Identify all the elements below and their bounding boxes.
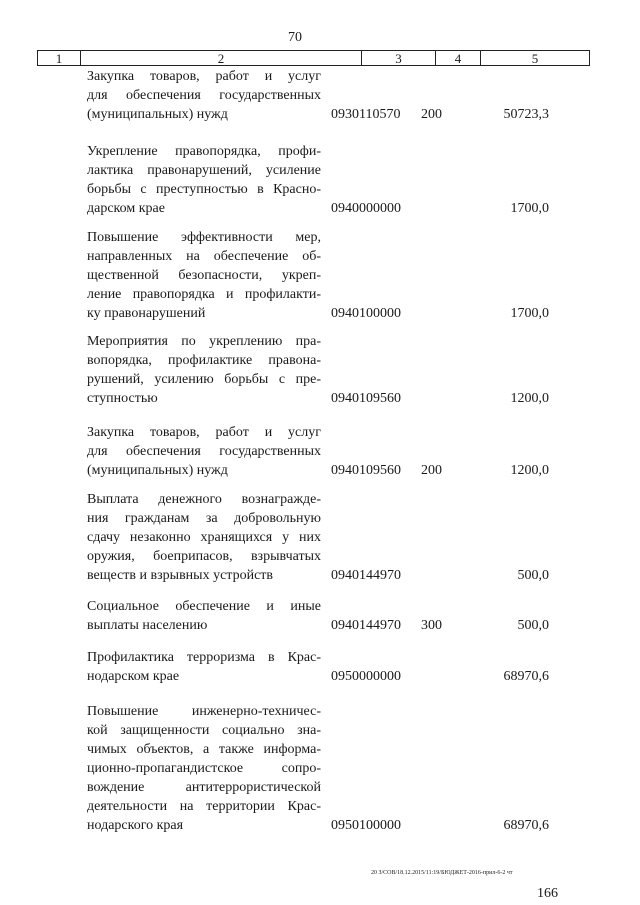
table-row xyxy=(87,490,567,585)
description-line: вопорядка, профилактике правона- xyxy=(87,353,321,368)
description-line: вождение антитеррористической xyxy=(87,780,321,795)
description-line: Социальное обеспечение и иные xyxy=(87,599,321,614)
description-line: деятельности на территории Крас- xyxy=(87,799,321,814)
description-line: выплаты населению xyxy=(87,618,208,633)
table-row xyxy=(87,67,567,124)
description-line: Укрепление правопорядка, профи- xyxy=(87,144,321,159)
sheet-number: 166 xyxy=(537,886,558,901)
description-line: ционно-пропагандистское сопро- xyxy=(87,761,321,776)
row-description xyxy=(87,648,321,686)
column-header-4: 4 xyxy=(436,51,481,65)
row-description xyxy=(87,67,321,124)
description-line: Повышение инженерно-техничес- xyxy=(87,704,321,719)
description-line: Закупка товаров, работ и услуг xyxy=(87,425,321,440)
row-amount: 1200,0 xyxy=(510,391,549,406)
description-line: дарском крае xyxy=(87,201,165,216)
description-line: Закупка товаров, работ и услуг xyxy=(87,69,321,84)
row-amount: 1700,0 xyxy=(510,201,549,216)
row-code: 0940109560 xyxy=(331,391,401,406)
table-row xyxy=(87,332,567,408)
page-number: 70 xyxy=(288,30,302,45)
description-line: Профилактика терроризма в Крас- xyxy=(87,650,321,665)
row-code: 0950100000 xyxy=(331,818,401,833)
description-line: нодарского края xyxy=(87,818,184,833)
row-description xyxy=(87,423,321,480)
description-line: Мероприятия по укреплению пра- xyxy=(87,334,321,349)
column-header-1: 1 xyxy=(38,51,81,65)
row-amount: 500,0 xyxy=(517,568,549,583)
column-header-2: 2 xyxy=(81,51,362,65)
description-line: ление правопорядка и профилакти- xyxy=(87,287,321,302)
table-row xyxy=(87,142,567,218)
row-code: 0940109560 xyxy=(331,463,401,478)
table-row xyxy=(87,597,567,635)
description-line: рушений, усилению борьбы с пре- xyxy=(87,372,321,387)
table-row xyxy=(87,702,567,835)
description-line: для обеспечения государственных xyxy=(87,444,321,459)
description-line: Выплата денежного вознагражде- xyxy=(87,492,321,507)
description-line: щественной безопасности, укреп- xyxy=(87,268,321,283)
description-line: сдачу незаконно хранящихся у них xyxy=(87,530,321,545)
description-line: ку правонарушений xyxy=(87,306,206,321)
description-line: кой защищенности социально зна- xyxy=(87,723,321,738)
description-line: Повышение эффективности мер, xyxy=(87,230,321,245)
row-description xyxy=(87,702,321,835)
table-row xyxy=(87,228,567,323)
row-amount: 68970,6 xyxy=(503,669,549,684)
description-line: для обеспечения государственных xyxy=(87,88,321,103)
description-line: чимых объектов, а также информа- xyxy=(87,742,321,757)
row-code: 0940144970 xyxy=(331,618,401,633)
description-line: (муниципальных) нужд xyxy=(87,463,228,478)
description-line: направленных на обеспечение об- xyxy=(87,249,321,264)
table-header xyxy=(37,50,590,66)
row-description xyxy=(87,597,321,635)
row-amount: 50723,3 xyxy=(503,107,549,122)
row-code: 0940144970 xyxy=(331,568,401,583)
row-expense-type: 200 xyxy=(421,107,442,122)
description-line: ступностью xyxy=(87,391,158,406)
row-description xyxy=(87,228,321,323)
column-header-3: 3 xyxy=(362,51,436,65)
description-line: ния гражданам за добровольную xyxy=(87,511,321,526)
row-description xyxy=(87,332,321,408)
row-amount: 1200,0 xyxy=(510,463,549,478)
description-line: борьбы с преступностью в Красно- xyxy=(87,182,321,197)
description-line: нодарском крае xyxy=(87,669,180,684)
row-amount: 1700,0 xyxy=(510,306,549,321)
row-code: 0940100000 xyxy=(331,306,401,321)
description-line: веществ и взрывных устройств xyxy=(87,568,274,583)
description-line: оружия, боеприпасов, взрывчатых xyxy=(87,549,321,564)
table-row xyxy=(87,423,567,480)
row-description xyxy=(87,490,321,585)
description-line: лактика правонарушений, усиление xyxy=(87,163,321,178)
row-expense-type: 200 xyxy=(421,463,442,478)
row-description xyxy=(87,142,321,218)
row-amount: 68970,6 xyxy=(503,818,549,833)
row-amount: 500,0 xyxy=(517,618,549,633)
column-header-5: 5 xyxy=(531,50,539,66)
description-line: (муниципальных) нужд xyxy=(87,107,228,122)
row-code: 0930110570 xyxy=(331,107,401,122)
row-code: 0940000000 xyxy=(331,201,401,216)
row-code: 0950000000 xyxy=(331,669,401,684)
table-row xyxy=(87,648,567,686)
row-expense-type: 300 xyxy=(421,618,442,633)
document-code: 20 З/СОВ/18.12.2015/11:19/БЮДЖЕТ-2016-прил-6-2 чт xyxy=(371,870,513,876)
